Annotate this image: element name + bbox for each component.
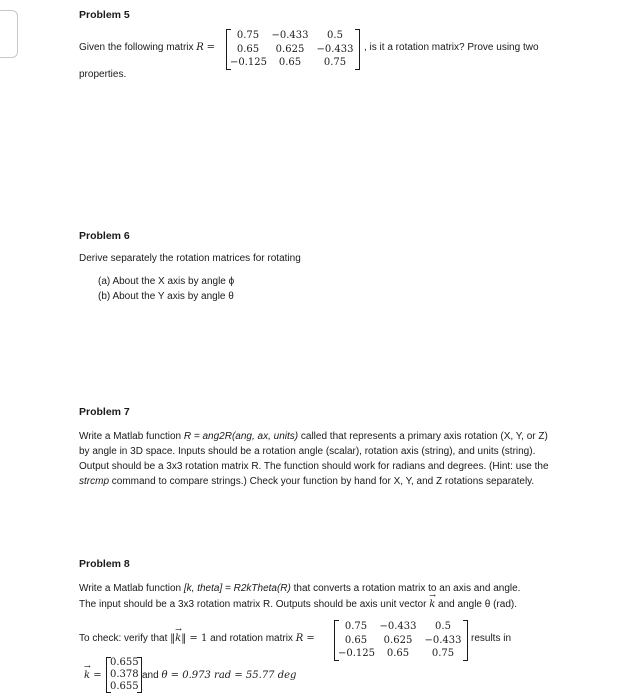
problem-5-matrix bbox=[226, 29, 360, 70]
problem-6-intro: Derive separately the rotation matrices for rotating bbox=[79, 253, 301, 264]
matrix-cell: 0.65 bbox=[386, 648, 410, 659]
problem-8-results-in: results in bbox=[471, 633, 512, 644]
k-vector-cell: 0.378 bbox=[110, 669, 139, 680]
matrix-cell: 0.75 bbox=[344, 621, 368, 632]
problem-8-line2: The input should be a 3x3 rotation matrix R. Outputs should be axis unit vector k → and angle θ (rad). bbox=[79, 599, 517, 610]
matrix-cell: 0.75 bbox=[431, 648, 455, 659]
matrix-cell: −0.125 bbox=[230, 57, 268, 68]
matrix-cell: 0.65 bbox=[236, 43, 260, 55]
problem-8-check-line: To check: verify that ‖k →‖ = 1 and rotation matrix R = bbox=[79, 633, 315, 644]
problem-8-k-label: k → = bbox=[84, 670, 102, 681]
problem-6-item-b: (b) About the Y axis by angle θ bbox=[98, 291, 234, 302]
problem-8-matrix bbox=[334, 620, 468, 661]
matrix-cell: −0.125 bbox=[338, 648, 376, 659]
problem-5-text-line2: properties. bbox=[79, 69, 127, 80]
matrix-cell: −0.433 bbox=[316, 43, 354, 55]
matrix-cell: 0.65 bbox=[344, 634, 368, 646]
problem-6-item-a: (a) About the X axis by angle ϕ bbox=[98, 276, 235, 287]
problem-5-text: Given the following matrix R = bbox=[79, 42, 215, 53]
problem-7-paragraph: Write a Matlab function R = ang2R(ang, ax, units) called that represents a primary axis rotation (X, Y, or Z) by angle in 3D space. Inputs should be a rotation angle (scalar), rotation axis (string), and units (string). Output should be a 3x3 rotation matrix R. The function should work for radians and degrees. (Hint: use the strcmp command to compare strings.) Check your function by hand for X, Y, and Z rotations separately. bbox=[79, 431, 549, 487]
problem-5-question: , is it a rotation matrix? Prove using two bbox=[364, 42, 539, 53]
matrix-cell: 0.5 bbox=[435, 621, 451, 632]
problem-8-line1: Write a Matlab function [k, theta] = R2kTheta(R) that converts a rotation matrix to an axis and angle. bbox=[79, 583, 521, 594]
problem-8-k-vector bbox=[106, 657, 142, 693]
matrix-cell: 0.65 bbox=[278, 57, 302, 68]
problem-8-title: Problem 8 bbox=[79, 558, 130, 570]
matrix-cell: −0.433 bbox=[379, 621, 417, 632]
k-vector-cell: 0.655 bbox=[110, 657, 139, 668]
problem-8-theta-line: and θ = 0.973 rad = 55.77 deg bbox=[142, 670, 297, 681]
k-vector-cell: 0.655 bbox=[110, 681, 139, 692]
problem-7-title: Problem 7 bbox=[79, 406, 130, 418]
matrix-cell: −0.433 bbox=[271, 30, 309, 41]
problem-5-title: Problem 5 bbox=[79, 9, 130, 21]
matrix-cell: 0.75 bbox=[236, 30, 260, 41]
side-panel-tab[interactable] bbox=[0, 10, 18, 58]
problem-6-title: Problem 6 bbox=[79, 230, 130, 242]
matrix-cell: 0.75 bbox=[323, 57, 347, 68]
matrix-cell: −0.433 bbox=[424, 634, 462, 646]
matrix-cell: 0.625 bbox=[383, 634, 413, 646]
matrix-cell: 0.625 bbox=[275, 43, 305, 55]
matrix-cell: 0.5 bbox=[327, 30, 343, 41]
